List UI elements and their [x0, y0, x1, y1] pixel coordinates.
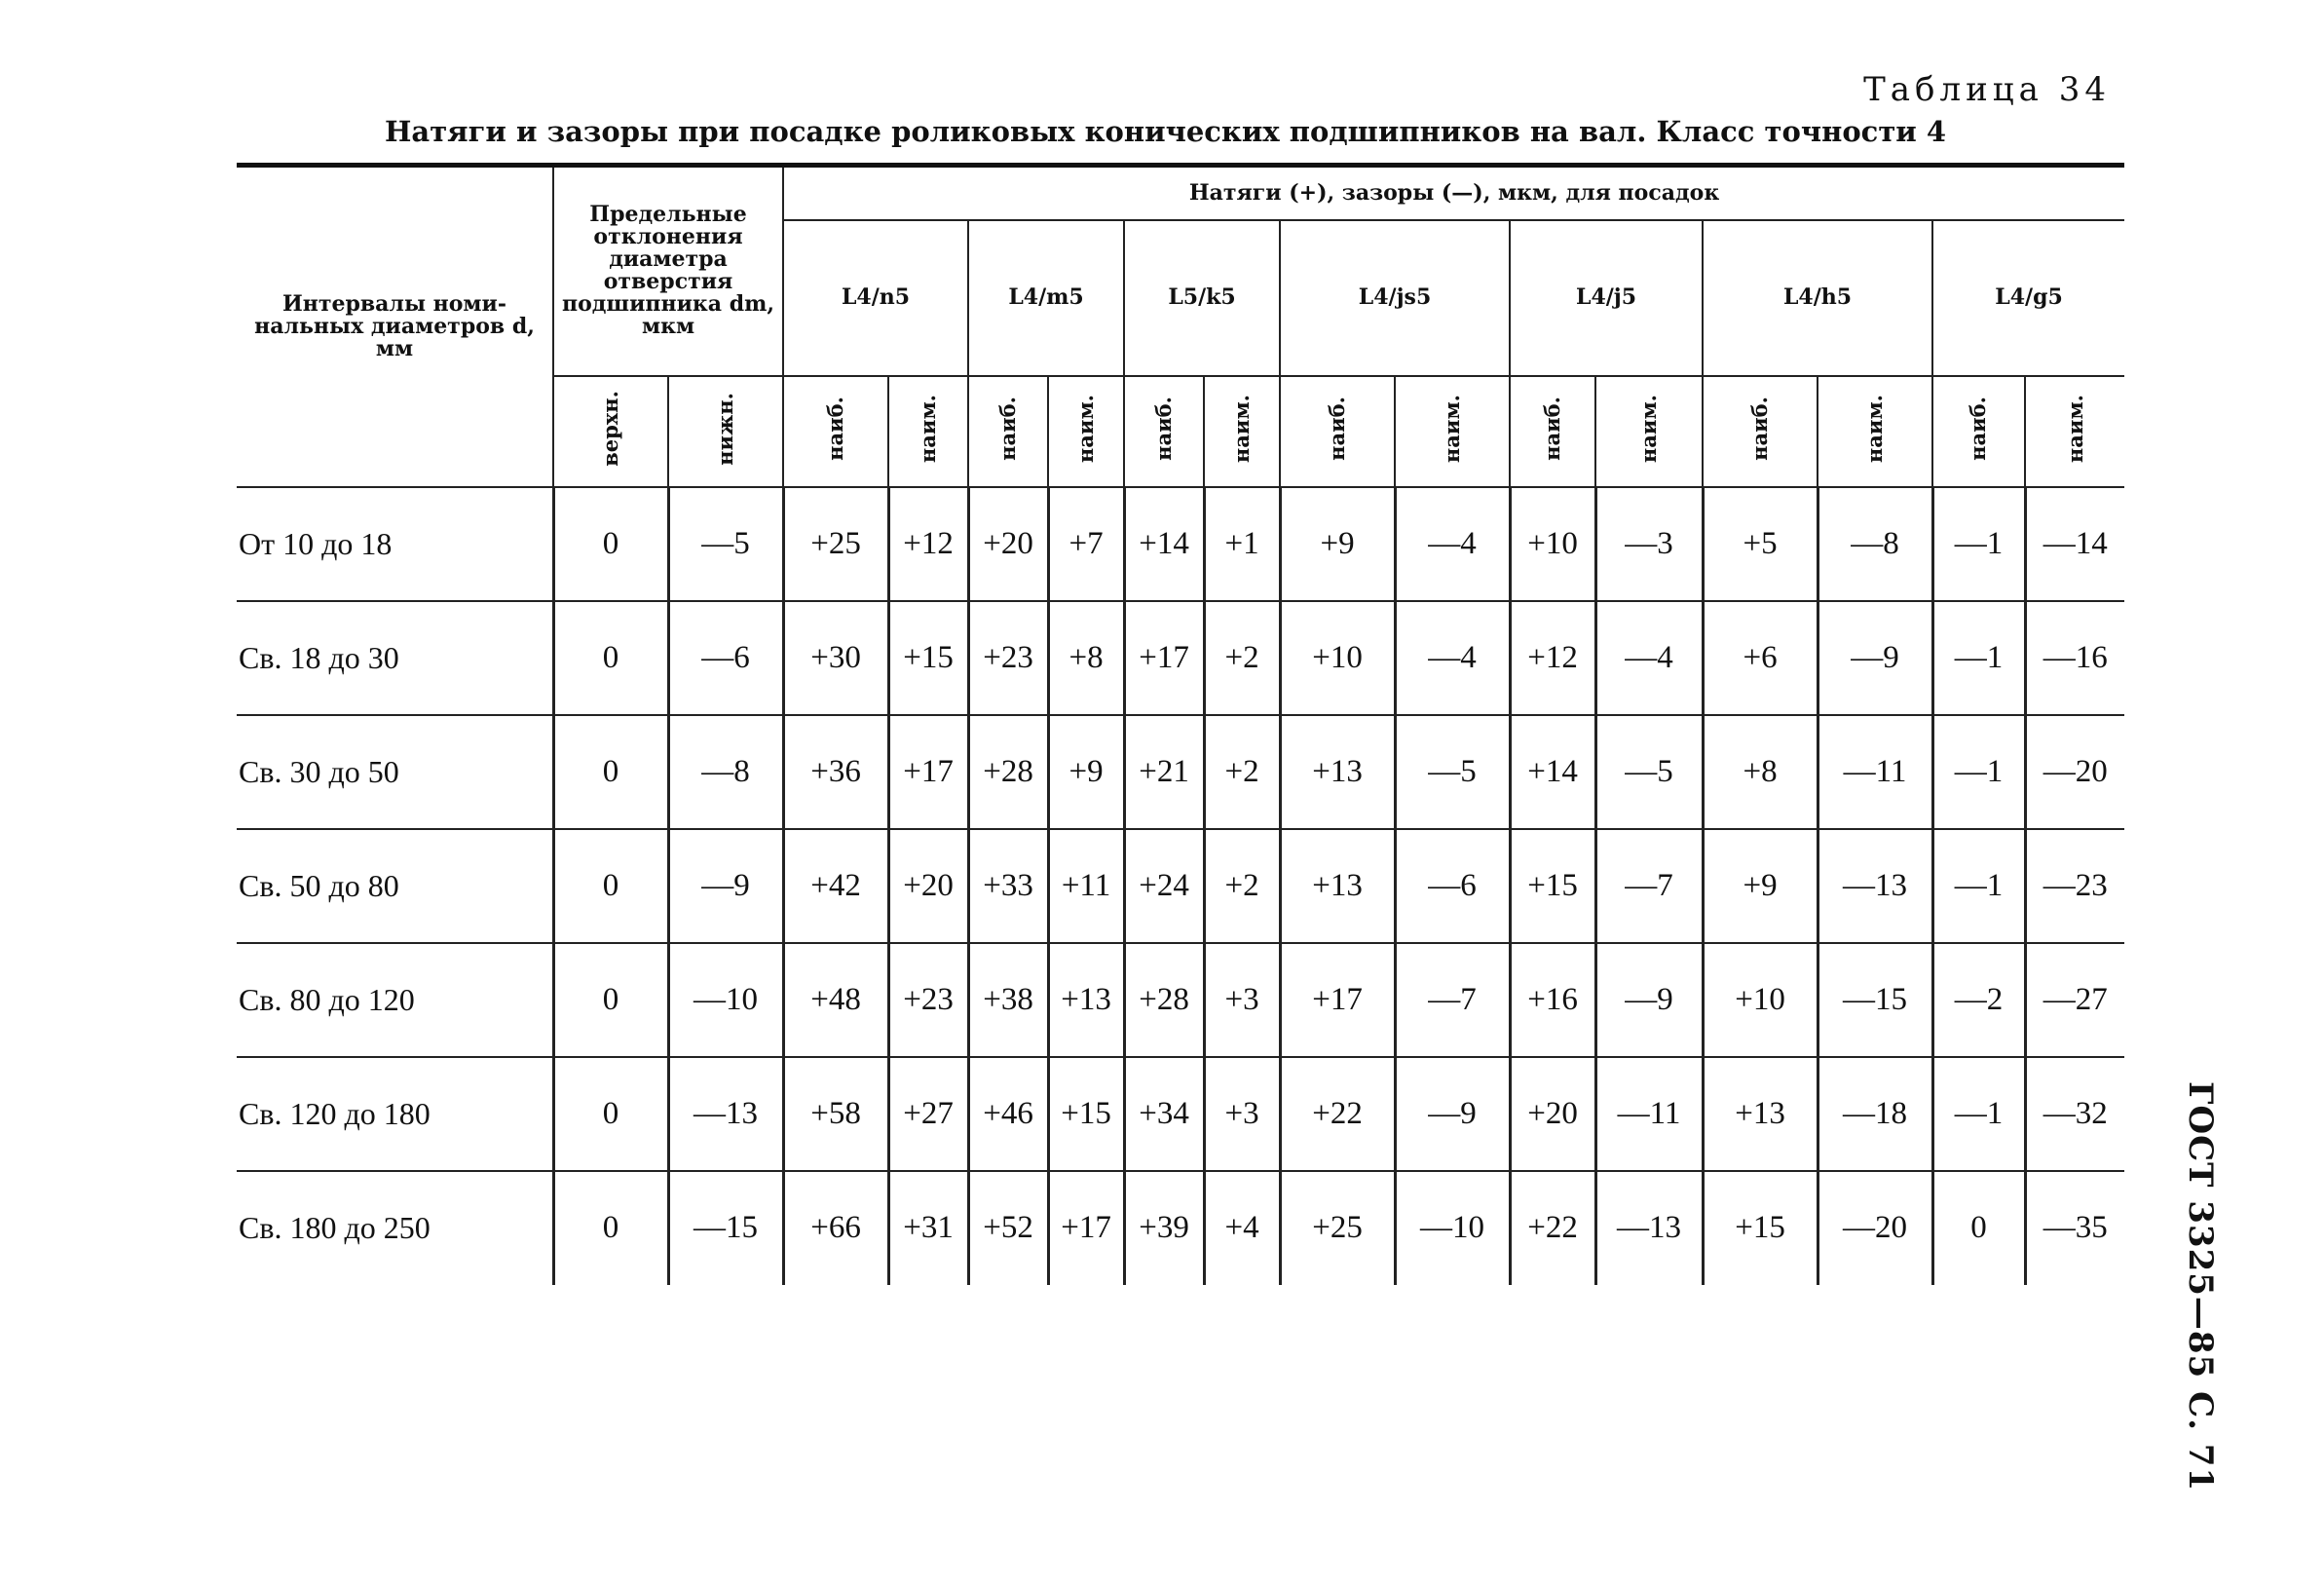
row-value: —14 [2025, 487, 2124, 601]
row-value: —4 [1595, 601, 1703, 715]
row-upper: 0 [553, 487, 668, 601]
table-row [237, 943, 2124, 1057]
row-value: +2 [1204, 829, 1280, 943]
row-value: +16 [1510, 943, 1595, 1057]
row-value: —5 [1395, 715, 1510, 829]
row-value: +15 [1703, 1171, 1818, 1285]
row-lower: —6 [668, 601, 783, 715]
row-value: +31 [888, 1171, 968, 1285]
header-max-1: наиб. [968, 376, 1048, 487]
row-value: +38 [968, 943, 1048, 1057]
row-value: —9 [1595, 943, 1703, 1057]
row-value: +25 [1280, 1171, 1395, 1285]
row-value: +8 [1048, 601, 1124, 715]
row-value: —27 [2025, 943, 2124, 1057]
row-value: +2 [1204, 715, 1280, 829]
table-header [237, 166, 2124, 487]
row-value: —3 [1595, 487, 1703, 601]
header-min-2: наим. [1204, 376, 1280, 487]
row-value: —20 [1818, 1171, 1932, 1285]
row-value: —1 [1932, 1057, 2025, 1171]
row-value: —11 [1818, 715, 1932, 829]
header-upper: верхн. [553, 376, 668, 487]
row-value: 0 [1932, 1171, 2025, 1285]
row-lower: —5 [668, 487, 783, 601]
row-value: —13 [1595, 1171, 1703, 1285]
row-value: —5 [1595, 715, 1703, 829]
row-value: +5 [1703, 487, 1818, 601]
header-min-1: наим. [1048, 376, 1124, 487]
header-max-4: наиб. [1510, 376, 1595, 487]
header-fit-2: L5/k5 [1124, 220, 1280, 376]
row-value: +3 [1204, 1057, 1280, 1171]
header-deviation: Предельные отклонения диаметра отверстия подшипника dm, мкм [553, 166, 783, 376]
row-lower: —10 [668, 943, 783, 1057]
row-value: +9 [1703, 829, 1818, 943]
row-value: +22 [1280, 1057, 1395, 1171]
row-value: —15 [1818, 943, 1932, 1057]
row-value: +15 [1510, 829, 1595, 943]
table-row [237, 715, 2124, 829]
row-value: +17 [1048, 1171, 1124, 1285]
row-value: +15 [1048, 1057, 1124, 1171]
row-interval: Св. 80 до 120 [237, 943, 553, 1057]
row-value: +36 [783, 715, 888, 829]
row-value: +66 [783, 1171, 888, 1285]
row-upper: 0 [553, 943, 668, 1057]
row-upper: 0 [553, 1057, 668, 1171]
row-value: +28 [968, 715, 1048, 829]
row-value: +22 [1510, 1171, 1595, 1285]
header-max-5: наиб. [1703, 376, 1818, 487]
row-upper: 0 [553, 715, 668, 829]
header-fit-1: L4/m5 [968, 220, 1124, 376]
row-upper: 0 [553, 829, 668, 943]
row-value: +52 [968, 1171, 1048, 1285]
header-interval: Интервалы номинальных диаметров d, мм [237, 166, 553, 487]
row-value: +12 [888, 487, 968, 601]
header-lower: нижн. [668, 376, 783, 487]
row-value: +34 [1124, 1057, 1204, 1171]
row-interval: От 10 до 18 [237, 487, 553, 601]
row-value: +13 [1048, 943, 1124, 1057]
header-fit-4: L4/j5 [1510, 220, 1703, 376]
header-fit-6: L4/g5 [1932, 220, 2124, 376]
row-value: +13 [1280, 829, 1395, 943]
row-value: +8 [1703, 715, 1818, 829]
header-min-4: наим. [1595, 376, 1703, 487]
row-value: +27 [888, 1057, 968, 1171]
header-fit-5: L4/h5 [1703, 220, 1932, 376]
document-side-label: ГОСТ 3325—85 С. 71 [2181, 1081, 2220, 1493]
row-value: +4 [1204, 1171, 1280, 1285]
row-value: +17 [888, 715, 968, 829]
tolerance-table [237, 163, 2124, 1285]
row-value: +21 [1124, 715, 1204, 829]
header-fits-group: Натяги (+), зазоры (—), мкм, для посадок [783, 166, 2124, 220]
row-value: +13 [1703, 1057, 1818, 1171]
row-value: +6 [1703, 601, 1818, 715]
row-upper: 0 [553, 1171, 668, 1285]
row-value: +1 [1204, 487, 1280, 601]
row-value: —16 [2025, 601, 2124, 715]
row-value: +17 [1124, 601, 1204, 715]
table-row [237, 601, 2124, 715]
row-value: —2 [1932, 943, 2025, 1057]
row-value: +15 [888, 601, 968, 715]
row-value: +25 [783, 487, 888, 601]
row-value: +20 [888, 829, 968, 943]
row-value: —1 [1932, 829, 2025, 943]
table-body [237, 487, 2124, 1285]
row-value: —13 [1818, 829, 1932, 943]
row-value: +9 [1280, 487, 1395, 601]
table-title: Натяги и зазоры при посадке роликовых конических подшипников на вал. Класс точности 4 [385, 115, 1947, 148]
table-row [237, 1171, 2124, 1285]
row-value: —4 [1395, 601, 1510, 715]
row-value: +28 [1124, 943, 1204, 1057]
row-value: —1 [1932, 715, 2025, 829]
row-lower: —9 [668, 829, 783, 943]
header-max-6: наиб. [1932, 376, 2025, 487]
row-value: —9 [1818, 601, 1932, 715]
row-value: —1 [1932, 487, 2025, 601]
header-min-5: наим. [1818, 376, 1932, 487]
row-value: +10 [1703, 943, 1818, 1057]
row-value: +9 [1048, 715, 1124, 829]
row-value: +48 [783, 943, 888, 1057]
row-value: +30 [783, 601, 888, 715]
row-value: +7 [1048, 487, 1124, 601]
row-interval: Св. 50 до 80 [237, 829, 553, 943]
row-value: +39 [1124, 1171, 1204, 1285]
row-value: +58 [783, 1057, 888, 1171]
row-value: +13 [1280, 715, 1395, 829]
header-fit-3: L4/js5 [1280, 220, 1510, 376]
row-value: +23 [968, 601, 1048, 715]
row-value: —1 [1932, 601, 2025, 715]
row-value: —10 [1395, 1171, 1510, 1285]
table-caption: Таблица 34 [1863, 70, 2111, 109]
row-interval: Св. 30 до 50 [237, 715, 553, 829]
row-interval: Св. 180 до 250 [237, 1171, 553, 1285]
row-lower: —8 [668, 715, 783, 829]
row-value: +17 [1280, 943, 1395, 1057]
row-value: +42 [783, 829, 888, 943]
row-interval: Св. 120 до 180 [237, 1057, 553, 1171]
header-fit-0: L4/n5 [783, 220, 968, 376]
header-min-0: наим. [888, 376, 968, 487]
row-value: —20 [2025, 715, 2124, 829]
row-value: —18 [1818, 1057, 1932, 1171]
header-max-0: наиб. [783, 376, 888, 487]
row-value: +2 [1204, 601, 1280, 715]
row-value: +46 [968, 1057, 1048, 1171]
table-row [237, 829, 2124, 943]
row-value: +33 [968, 829, 1048, 943]
row-value: —8 [1818, 487, 1932, 601]
row-interval: Св. 18 до 30 [237, 601, 553, 715]
row-value: —23 [2025, 829, 2124, 943]
row-value: +12 [1510, 601, 1595, 715]
row-value: —11 [1595, 1057, 1703, 1171]
header-min-6: наим. [2025, 376, 2124, 487]
table-row [237, 1057, 2124, 1171]
row-lower: —15 [668, 1171, 783, 1285]
table-row [237, 487, 2124, 601]
row-value: +10 [1280, 601, 1395, 715]
row-value: +14 [1124, 487, 1204, 601]
row-value: +23 [888, 943, 968, 1057]
row-value: —7 [1595, 829, 1703, 943]
header-max-2: наиб. [1124, 376, 1204, 487]
row-value: —7 [1395, 943, 1510, 1057]
row-value: —9 [1395, 1057, 1510, 1171]
row-value: +20 [968, 487, 1048, 601]
row-value: —6 [1395, 829, 1510, 943]
row-value: +14 [1510, 715, 1595, 829]
row-value: +3 [1204, 943, 1280, 1057]
row-value: +24 [1124, 829, 1204, 943]
row-value: +10 [1510, 487, 1595, 601]
row-upper: 0 [553, 601, 668, 715]
row-value: +11 [1048, 829, 1124, 943]
row-value: —4 [1395, 487, 1510, 601]
header-min-3: наим. [1395, 376, 1510, 487]
row-value: —32 [2025, 1057, 2124, 1171]
row-value: +20 [1510, 1057, 1595, 1171]
row-value: —35 [2025, 1171, 2124, 1285]
header-max-3: наиб. [1280, 376, 1395, 487]
row-lower: —13 [668, 1057, 783, 1171]
